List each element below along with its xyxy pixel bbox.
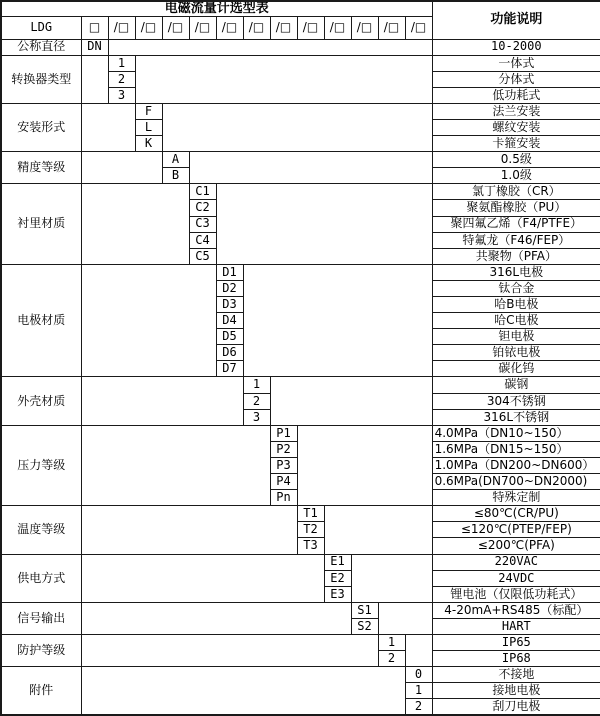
description-cell: HART [432, 618, 600, 634]
description-cell: ≤80℃(CR/PU) [432, 506, 600, 522]
left-filler-cell [81, 634, 378, 666]
model-slot: /□ [135, 17, 162, 39]
section-label: 电极材质 [1, 264, 81, 377]
code-cell: P4 [270, 474, 297, 490]
section-label: 信号输出 [1, 602, 81, 634]
code-cell: 3 [108, 87, 135, 103]
model-slot: /□ [162, 17, 189, 39]
left-filler-cell [81, 103, 135, 151]
code-cell: D7 [216, 361, 243, 377]
table-row [1, 602, 600, 618]
section-label: 供电方式 [1, 554, 81, 602]
section-label: 防护等级 [1, 634, 81, 666]
code-cell: D2 [216, 280, 243, 296]
table-row [1, 554, 600, 570]
right-filler-cell [189, 152, 432, 184]
model-slot: /□ [378, 17, 405, 39]
code-cell: P1 [270, 425, 297, 441]
code-cell: P3 [270, 457, 297, 473]
code-cell: D6 [216, 345, 243, 361]
code-cell: C4 [189, 232, 216, 248]
model-slot: /□ [108, 17, 135, 39]
section-label: 安装形式 [1, 103, 81, 151]
code-cell: 1 [108, 55, 135, 71]
code-cell: K [135, 136, 162, 152]
description-cell: IP65 [432, 634, 600, 650]
code-cell: 1 [243, 377, 270, 393]
model-slot: /□ [270, 17, 297, 39]
description-cell: 316L不锈钢 [432, 409, 600, 425]
description-cell: 接地电极 [432, 683, 600, 699]
right-filler-cell [135, 55, 432, 103]
right-filler-cell [378, 602, 432, 634]
model-slot: /□ [189, 17, 216, 39]
table-title: 电磁流量计选型表 [1, 1, 432, 17]
title-row [1, 1, 600, 17]
model-slot: /□ [297, 17, 324, 39]
left-filler-cell [81, 377, 243, 425]
description-cell: 氯丁橡胶（CR） [432, 184, 600, 200]
section-label: 附件 [1, 667, 81, 715]
code-cell: 1 [405, 683, 432, 699]
section-label: 压力等级 [1, 425, 81, 505]
right-filler-cell [243, 264, 432, 377]
description-cell: 钽电极 [432, 329, 600, 345]
left-filler-cell [81, 425, 270, 505]
description-cell: 共聚物（PFA） [432, 248, 600, 264]
model-slot: /□ [216, 17, 243, 39]
code-cell: 2 [108, 71, 135, 87]
left-filler-cell [81, 184, 189, 264]
description-cell: 哈B电极 [432, 297, 600, 313]
right-filler-cell [108, 39, 432, 55]
table-row [1, 425, 600, 441]
code-cell: T2 [297, 522, 324, 538]
left-filler-cell [81, 554, 324, 602]
description-cell: 刮刀电极 [432, 699, 600, 715]
code-cell: F [135, 103, 162, 119]
table-row [1, 39, 600, 55]
left-filler-cell [81, 506, 297, 554]
code-cell: C3 [189, 216, 216, 232]
code-cell: E1 [324, 554, 351, 570]
left-filler-cell [81, 152, 162, 184]
code-cell: S2 [351, 618, 378, 634]
model-box-slot: □ [81, 17, 108, 39]
description-cell: 钛合金 [432, 280, 600, 296]
description-cell: 不接地 [432, 667, 600, 683]
description-cell: 卡箍安装 [432, 136, 600, 152]
code-cell: C2 [189, 200, 216, 216]
description-cell: 24VDC [432, 570, 600, 586]
section-label: 温度等级 [1, 506, 81, 554]
description-cell: 碳化钨 [432, 361, 600, 377]
right-filler-cell [162, 103, 432, 151]
table-row [1, 377, 600, 393]
description-cell: 螺纹安装 [432, 119, 600, 135]
table-row [1, 55, 600, 71]
description-cell: 锂电池（仅限低功耗式） [432, 586, 600, 602]
right-filler-cell [270, 377, 432, 425]
right-filler-cell [297, 425, 432, 505]
table-row [1, 184, 600, 200]
left-filler-cell [81, 667, 405, 715]
description-cell: 分体式 [432, 71, 600, 87]
code-cell: 1 [378, 634, 405, 650]
right-header: 功能说明 [432, 1, 600, 39]
description-cell: 220VAC [432, 554, 600, 570]
right-filler-cell [351, 554, 432, 602]
model-slot: /□ [405, 17, 432, 39]
description-cell: 1.0MPa（DN200~DN600） [432, 457, 600, 473]
description-cell: 0.5级 [432, 152, 600, 168]
left-filler-cell [81, 602, 351, 634]
section-label: 衬里材质 [1, 184, 81, 264]
description-cell: 聚氨酯橡胶（PU） [432, 200, 600, 216]
description-cell: 法兰安装 [432, 103, 600, 119]
code-cell: E2 [324, 570, 351, 586]
description-cell: ≤120℃(PTEP/FEP) [432, 522, 600, 538]
section-label: 精度等级 [1, 152, 81, 184]
code-cell: 0 [405, 667, 432, 683]
code-cell: D3 [216, 297, 243, 313]
table-row [1, 634, 600, 650]
code-cell: P2 [270, 441, 297, 457]
description-cell: 4-20mA+RS485（标配） [432, 602, 600, 618]
code-cell: B [162, 168, 189, 184]
description-cell: 4.0MPa（DN10~150） [432, 425, 600, 441]
table-row [1, 152, 600, 168]
table-row [1, 264, 600, 280]
description-cell: 一体式 [432, 55, 600, 71]
code-cell: Pn [270, 490, 297, 506]
description-cell: 哈C电极 [432, 313, 600, 329]
description-cell: 1.0级 [432, 168, 600, 184]
description-cell: 特氟龙（F46/FEP） [432, 232, 600, 248]
section-label: 公称直径 [1, 39, 81, 55]
description-cell: 304不锈钢 [432, 393, 600, 409]
section-label: 转换器类型 [1, 55, 81, 103]
right-filler-cell [324, 506, 432, 554]
description-cell: 碳钢 [432, 377, 600, 393]
code-cell: 3 [243, 409, 270, 425]
description-cell: 聚四氟乙烯（F4/PTFE） [432, 216, 600, 232]
code-cell: DN [81, 39, 108, 55]
table-row [1, 103, 600, 119]
code-cell: T1 [297, 506, 324, 522]
code-cell: C1 [189, 184, 216, 200]
code-cell: S1 [351, 602, 378, 618]
model-prefix: LDG [1, 17, 81, 39]
code-cell: C5 [189, 248, 216, 264]
description-cell: 低功耗式 [432, 87, 600, 103]
model-slot: /□ [351, 17, 378, 39]
description-cell: ≤200℃(PFA) [432, 538, 600, 554]
code-cell: E3 [324, 586, 351, 602]
code-cell: D1 [216, 264, 243, 280]
code-cell: D4 [216, 313, 243, 329]
description-cell: 0.6MPa(DN700~DN2000) [432, 474, 600, 490]
code-cell: D5 [216, 329, 243, 345]
code-cell: A [162, 152, 189, 168]
table-row [1, 506, 600, 522]
section-label: 外壳材质 [1, 377, 81, 425]
right-filler-cell [216, 184, 432, 264]
right-filler-cell [405, 634, 432, 666]
code-cell: L [135, 119, 162, 135]
description-cell: 铂铱电极 [432, 345, 600, 361]
description-cell: 1.6MPa（DN15~150） [432, 441, 600, 457]
code-cell: 2 [378, 651, 405, 667]
description-cell: 316L电极 [432, 264, 600, 280]
description-cell: IP68 [432, 651, 600, 667]
code-cell: T3 [297, 538, 324, 554]
description-cell: 特殊定制 [432, 490, 600, 506]
model-slot: /□ [243, 17, 270, 39]
description-cell: 10-2000 [432, 39, 600, 55]
left-filler-cell [81, 264, 216, 377]
code-cell: 2 [405, 699, 432, 715]
model-slot: /□ [324, 17, 351, 39]
code-cell: 2 [243, 393, 270, 409]
table-row [1, 667, 600, 683]
left-filler-cell [81, 55, 108, 103]
